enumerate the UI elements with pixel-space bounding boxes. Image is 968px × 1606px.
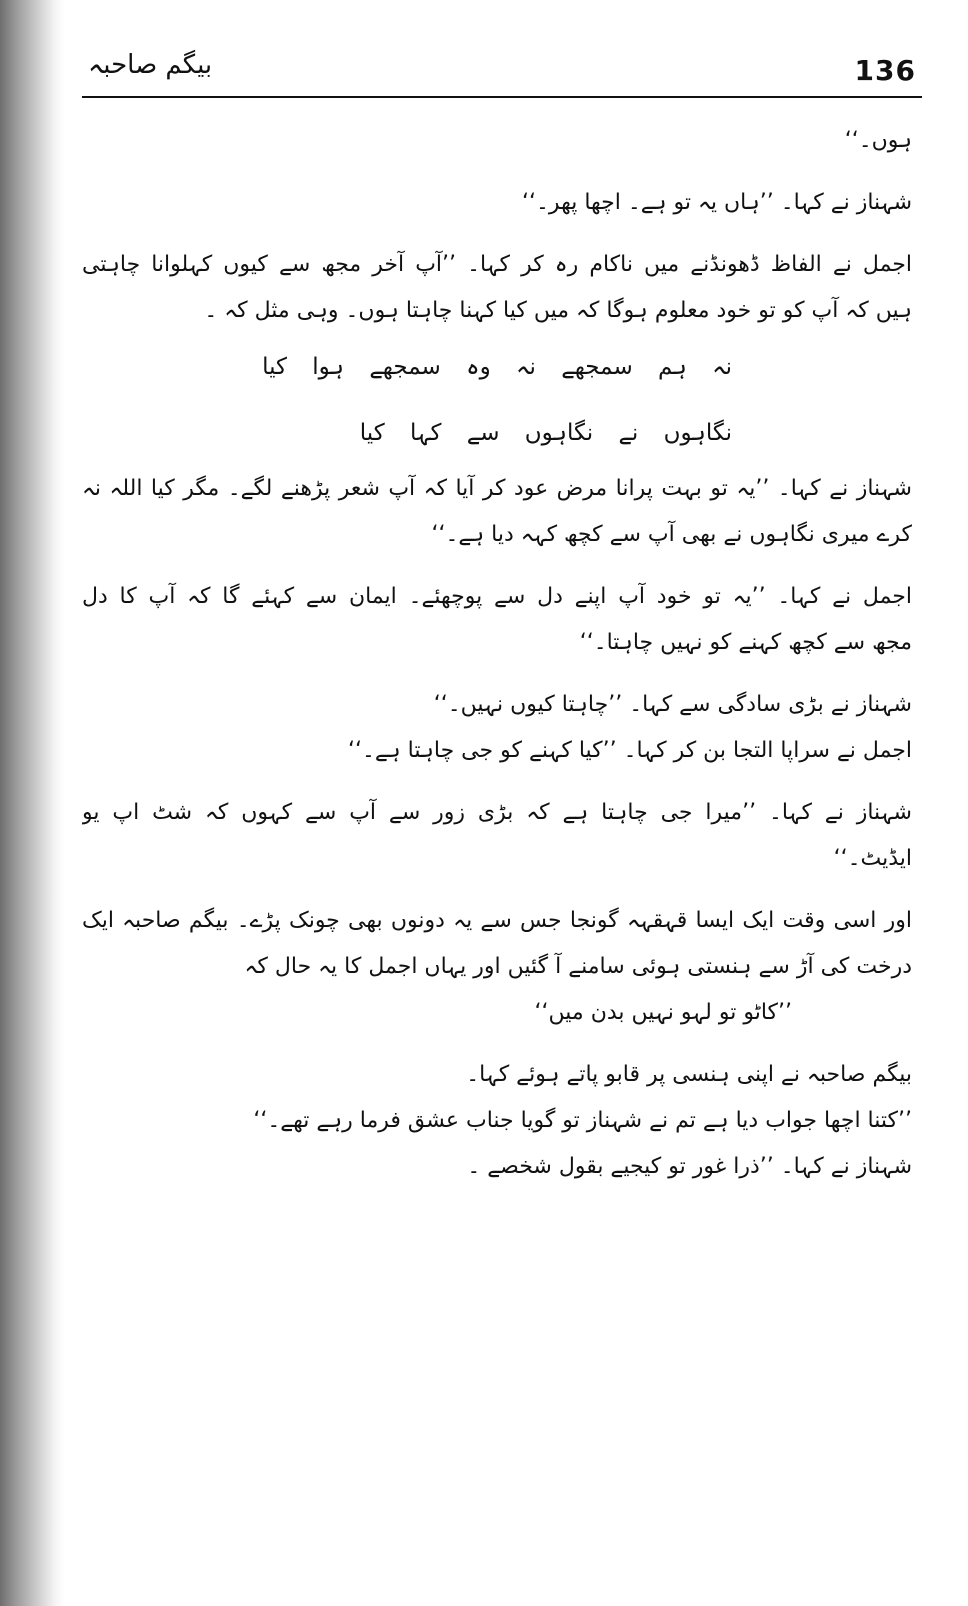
text-line: کرے میری نگاہوں نے بھی آپ سے کچھ کہہ دیا ہے۔‘‘ xyxy=(431,522,912,547)
text-line: اجمل نے کہا۔ ’’یہ تو خود آپ اپنے دل سے پوچھئے۔ ایمان سے کہئے گا کہ آپ کا دل xyxy=(82,584,912,609)
book-spine-shadow xyxy=(0,0,64,1606)
verse-line: نگاہوں نے نگاہوں سے کہا کیا xyxy=(359,420,732,446)
text-line: اجمل نے سراپا التجا بن کر کہا۔ ’’کیا کہنے کو جی چاہتا ہے۔‘‘ xyxy=(348,738,912,763)
page-number: 136 xyxy=(854,54,916,87)
text-line: شہناز نے کہا۔ ’’ہاں یہ تو ہے۔ اچھا پھر۔‘‘ xyxy=(522,190,912,215)
text-line: شہناز نے کہا۔ ’’میرا جی چاہتا ہے کہ بڑی زور سے آپ سے کہوں کہ شٹ اپ یو xyxy=(82,800,912,825)
text-line: ہیں کہ آپ کو تو خود معلوم ہوگا کہ میں کیا کہنا چاہتا ہوں۔ وہی مثل کہ ۔ xyxy=(204,298,912,323)
text-line: شہناز نے بڑی سادگی سے کہا۔ ’’چاہتا کیوں نہیں۔‘‘ xyxy=(433,692,912,717)
page-header xyxy=(82,48,922,98)
header-rule xyxy=(82,96,922,98)
text-line: ’’کتنا اچھا جواب دیا ہے تم نے شہناز تو گویا جناب عشق فرما رہے تھے۔‘‘ xyxy=(253,1108,912,1133)
text-line: شہناز نے کہا۔ ’’یہ تو بہت پرانا مرض عود کر آیا کہ آپ شعر پڑھنے لگے۔ مگر کیا اللہ نہ xyxy=(82,476,912,501)
text-line: شہناز نے کہا۔ ’’ذرا غور تو کیجیے بقول شخصے ۔ xyxy=(467,1154,912,1179)
book-page xyxy=(72,0,932,1606)
text-line: بیگم صاحبہ نے اپنی ہنسی پر قابو پاتے ہوئے کہا۔ xyxy=(466,1062,912,1087)
text-line: اجمل نے الفاظ ڈھونڈنے میں ناکام رہ کر کہا۔ ’’آپ آخر مجھ سے کیوں کہلوانا چاہتی xyxy=(82,252,912,277)
text-line: ایڈیٹ۔‘‘ xyxy=(833,846,912,871)
text-line: ہوں۔‘‘ xyxy=(844,128,912,153)
page-text xyxy=(82,118,912,1190)
text-line: مجھ سے کچھ کہنے کو نہیں چاہتا۔‘‘ xyxy=(579,630,912,655)
text-line: اور اسی وقت ایک ایسا قہقہہ گونجا جس سے یہ دونوں بھی چونک پڑے۔ بیگم صاحبہ ایک xyxy=(82,908,912,933)
text-line: درخت کی آڑ سے ہنستی ہوئی سامنے آ گئیں اور یہاں اجمل کا یہ حال کہ xyxy=(244,954,912,979)
quoted-line: ’’کاٹو تو لہو نہیں بدن میں‘‘ xyxy=(534,1000,792,1025)
running-title: بیگم صاحبہ xyxy=(88,50,213,80)
verse-line: نہ ہم سمجھے نہ وہ سمجھے ہوا کیا xyxy=(262,354,732,380)
